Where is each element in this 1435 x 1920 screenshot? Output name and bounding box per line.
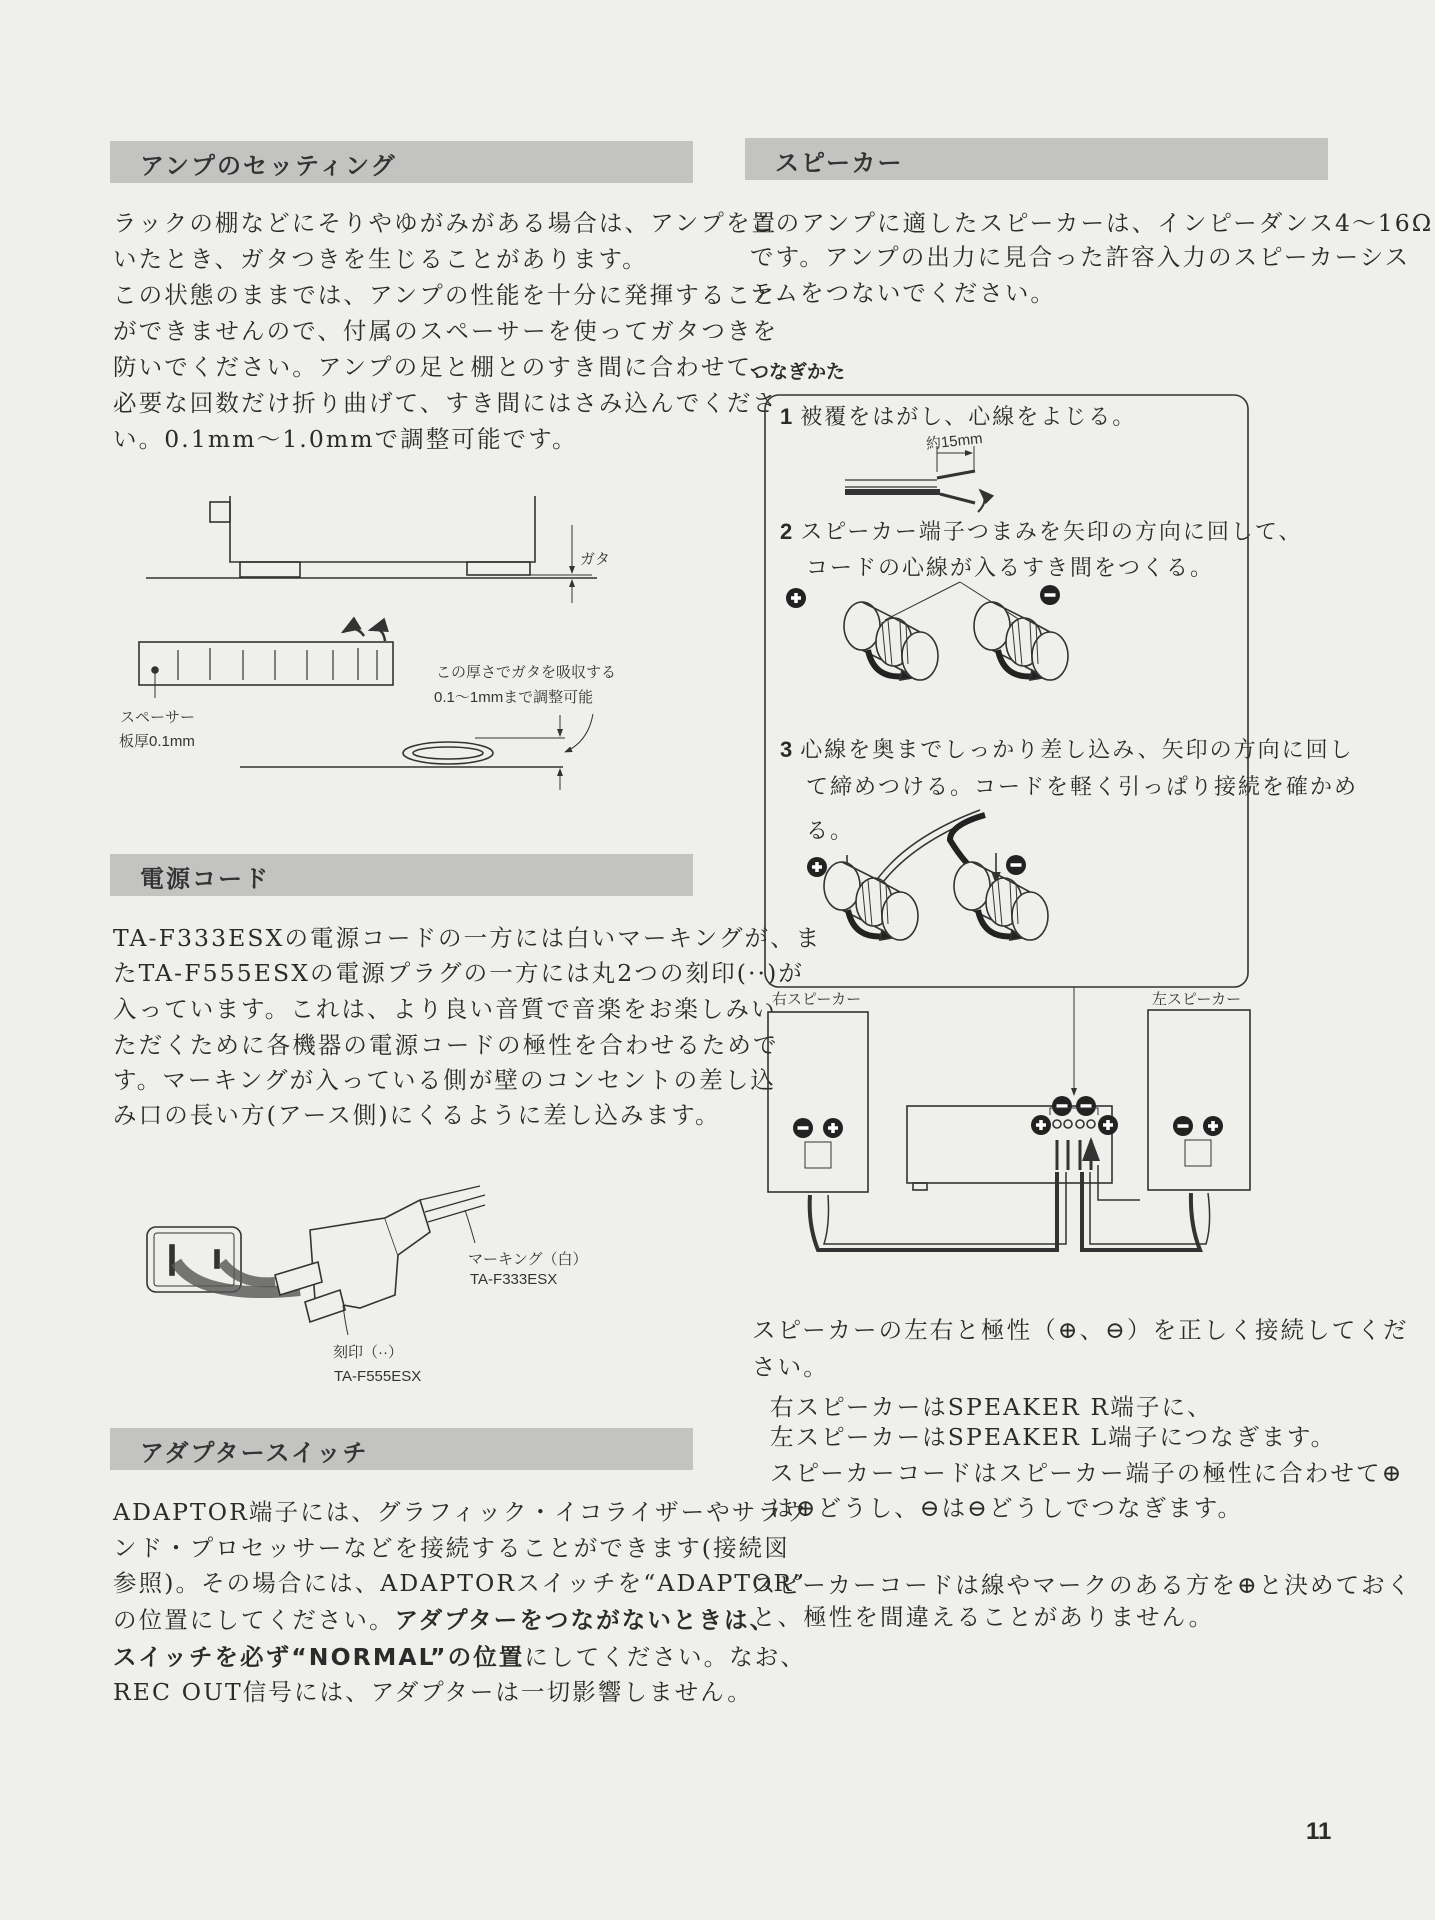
body-text-line: 防いでください。アンプの足と棚とのすき間に合わせて、 (113, 353, 778, 381)
body-text-line: ただくために各機器の電源コードの極性を合わせるためで (113, 1031, 779, 1059)
bold-warning: アダプターをつながないときは、 (394, 1606, 776, 1634)
right-speaker (768, 1012, 868, 1192)
step-text: 被覆をはがし、心線をよじる。 (800, 405, 1137, 430)
minus-icon (1040, 585, 1060, 605)
plus-icon (823, 1118, 843, 1138)
tip-line: と、極性を間違えることがありません。 (752, 1603, 1215, 1631)
step-text: スピーカー端子つまみを矢印の方向に回して、 (800, 520, 1303, 545)
section-title: 電源コード (140, 865, 270, 893)
absorb-label: この厚さでガタを吸収する (436, 664, 617, 681)
body-text-line: ンド・プロセッサーなどを接続することができます(接続図 (113, 1534, 790, 1562)
step-number: 3 (780, 737, 795, 762)
body-text-line: このアンプに適したスピーカーは、インピーダンス4〜16Ω (750, 209, 1434, 237)
gap-label: ガタ (580, 551, 611, 568)
body-text-line: です。アンプの出力に見合った許容入力のスピーカーシス (750, 243, 1411, 271)
spacer-label: スペーサー (120, 709, 196, 726)
step-3-continued: て締めつける。コードを軽く引っぱり接続を確かめ (806, 775, 1359, 800)
stamp-label: 刻印（··） (333, 1344, 403, 1361)
tip-line: スピーカーコードは線やマークのある方を⊕と決めておく (752, 1571, 1413, 1599)
how-to-connect-heading: つなぎかた (750, 361, 846, 383)
marking-model: TA-F333ESX (470, 1271, 558, 1288)
plus-icon (1031, 1115, 1051, 1135)
terminal-step2-diagram (786, 582, 1068, 680)
marking-label: マーキング（白） (468, 1251, 588, 1268)
page-number: 11 (1306, 1818, 1332, 1845)
body-text-line: 参照)。その場合には、ADAPTORスイッチを“ADAPTOR” (113, 1569, 807, 1597)
body-text-line: 必要な回数だけ折り曲げて、すき間にはさみ込んでくださ (113, 389, 779, 417)
power-plug-diagram (147, 1186, 485, 1335)
speaker-terminal-plus (824, 862, 918, 940)
wire-strip-diagram (845, 446, 985, 512)
text-segment: にしてください。なお、 (524, 1643, 807, 1671)
plus-icon (1098, 1115, 1118, 1135)
note-line: 右スピーカーはSPEAKER R端子に、 (770, 1393, 1213, 1421)
note-line: さい。 (752, 1353, 829, 1381)
speaker-terminal-minus (974, 602, 1068, 680)
spacer-thickness-label: 板厚0.1mm (119, 733, 195, 750)
step-3-continued: る。 (806, 819, 855, 844)
left-speaker (1148, 1010, 1250, 1190)
folded-spacer-diagram (240, 714, 593, 790)
minus-icon (1173, 1116, 1193, 1136)
body-text-line: ラックの棚などにそりやゆがみがある場合は、アンプを置 (113, 209, 778, 237)
step-number: 2 (780, 519, 795, 544)
minus-icon (1052, 1096, 1072, 1116)
body-text-line: み口の長い方(アース側)にくるように差し込みます。 (113, 1101, 721, 1129)
plus-icon (807, 857, 827, 877)
speaker-terminal-plus (844, 602, 938, 680)
plus-icon (1203, 1116, 1223, 1136)
step-2-continued: コードの心線が入るすき間をつくる。 (806, 556, 1215, 581)
terminal-step3-diagram (807, 810, 1048, 940)
amp-shelf-diagram (146, 496, 597, 603)
body-text-line: いたとき、ガタつきを生じることがあります。 (113, 245, 648, 273)
section-title: アンプのセッティング (140, 152, 397, 180)
section-title: アダプタースイッチ (140, 1439, 369, 1467)
minus-icon (1006, 855, 1026, 875)
body-text-line: ができませんので、付属のスペーサーを使ってガタつきを (113, 317, 779, 345)
body-text-line: この状態のままでは、アンプの性能を十分に発揮すること (113, 281, 778, 309)
note-line: スピーカーコードはスピーカー端子の極性に合わせて⊕ (770, 1459, 1404, 1487)
right-speaker-label: 右スピーカー (772, 991, 862, 1008)
adjust-label: 0.1〜1mmまで調整可能 (434, 689, 594, 706)
body-text-line: ADAPTOR端子には、グラフィック・イコライザーやサラウ (113, 1498, 809, 1526)
body-text-line: テムをつないでください。 (750, 279, 1057, 307)
bold-warning: スイッチを必ず“NORMAL”の位置 (113, 1643, 525, 1671)
body-text-line: 入っています。これは、より良い音質で音楽をお楽しみい (113, 995, 777, 1023)
speaker-terminal-minus (954, 862, 1048, 940)
step-number: 1 (780, 404, 795, 429)
body-text-line: TA-F333ESXの電源コードの一方には白いマーキングが、ま (113, 924, 822, 952)
minus-icon (1076, 1096, 1096, 1116)
plus-icon (786, 588, 806, 608)
stamp-model: TA-F555ESX (334, 1368, 422, 1385)
step-text: 心線を奥までしっかり差し込み、矢印の方向に回し (800, 738, 1354, 763)
minus-icon (793, 1118, 813, 1138)
text-segment: の位置にしてください。 (113, 1606, 395, 1634)
note-line: は⊕どうし、⊖は⊖どうしでつなぎます。 (770, 1494, 1244, 1522)
left-speaker-label: 左スピーカー (1152, 991, 1242, 1008)
body-text-line: たTA-F555ESXの電源プラグの一方には丸2つの刻印(··)が (113, 959, 804, 987)
body-text-line: す。マーキングが入っている側が壁のコンセントの差し込 (113, 1066, 777, 1094)
body-text-line: い。0.1mm〜1.0mmで調整可能です。 (113, 425, 578, 453)
note-line: 左スピーカーはSPEAKER L端子につなぎます。 (770, 1423, 1337, 1451)
body-text-line: REC OUT信号には、アダプターは一切影響しません。 (113, 1678, 753, 1706)
section-title: スピーカー (775, 149, 904, 177)
note-line: スピーカーの左右と極性（⊕、⊖）を正しく接続してくだ (752, 1316, 1409, 1344)
spacer-diagram (139, 629, 393, 698)
speaker-system-diagram (768, 987, 1250, 1250)
strip-length-label: 約15mm (925, 430, 984, 453)
